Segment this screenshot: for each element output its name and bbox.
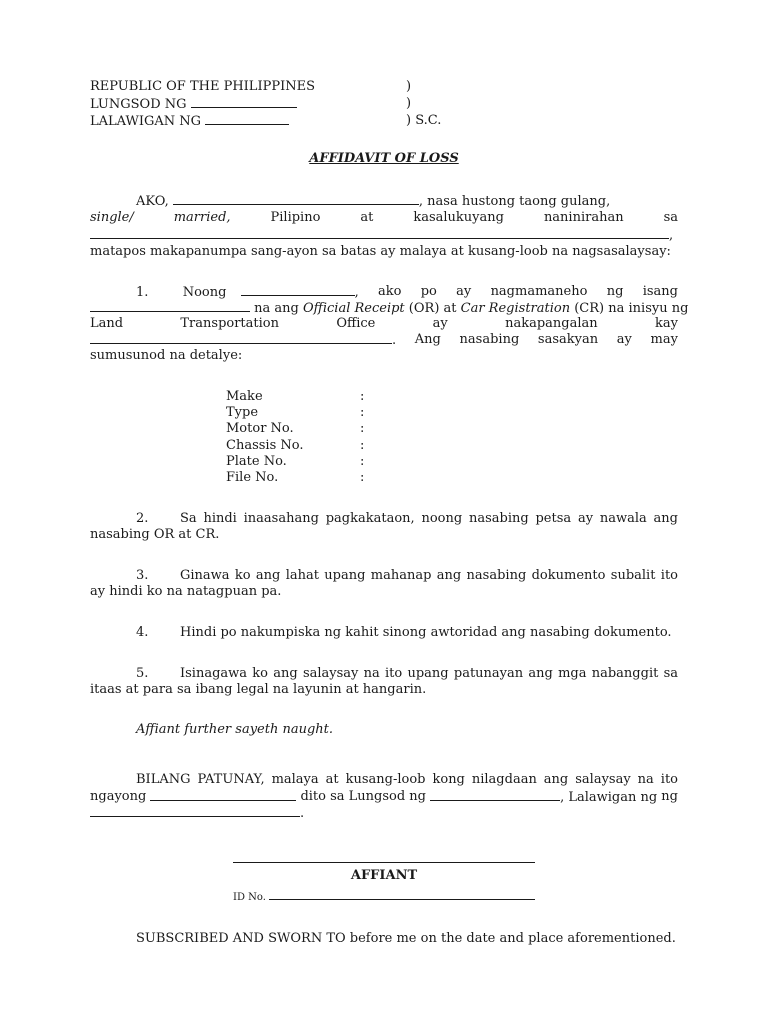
para1-cr-inisyu: (CR) na inisyu ng — [574, 301, 689, 316]
para3-line-2: ay hindi ko na natagpuan pa. — [90, 584, 282, 599]
para1-po: po — [420, 284, 437, 299]
intro-naninirahan: naninirahan — [543, 210, 624, 225]
bilang-lalawigan-blank[interactable] — [90, 804, 300, 817]
para1-nakapangalan: nakapangalan — [505, 316, 598, 331]
header-lungsod — [90, 95, 297, 113]
para1-or-at: (OR) at — [408, 301, 457, 316]
bilang-lungsod-blank[interactable] — [430, 788, 560, 801]
para1-office: Office — [336, 316, 376, 331]
para4-line-1: Hindi po nakumpiska ng kahit sinong awtoridad ang nasabing dokumento. — [180, 625, 672, 640]
para1-ang: Ang — [414, 332, 441, 347]
detail-motor-label: Motor No. — [226, 421, 294, 436]
para2-line-2: nasabing OR at CR. — [90, 527, 220, 542]
intro-line3-comma: , — [669, 228, 674, 243]
bilang-ngayong: ngayong — [90, 789, 147, 804]
header-lalawigan — [90, 112, 289, 130]
header-republic: REPUBLIC OF THE PHILIPPINES — [90, 79, 315, 94]
intro-pilipino: Pilipino — [270, 210, 321, 225]
intro-kasalukuyang: kasalukuyang — [413, 210, 504, 225]
detail-type-colon: : — [360, 405, 365, 420]
id-no-label: ID No. — [233, 892, 266, 903]
para3-number: 3. — [136, 568, 149, 583]
vehicle-blank[interactable] — [90, 299, 250, 312]
affiant-label: AFFIANT — [350, 868, 418, 883]
para2-line-1: Sa hindi inaasahang pagkakataon, noong nasabing petsa ay nawala ang — [180, 511, 678, 526]
lungsod-blank[interactable] — [191, 95, 297, 108]
para1-period: . — [392, 333, 397, 348]
para1-number: 1. — [136, 285, 149, 300]
bilang-lalawigan: , Lalawigan ng — [560, 790, 658, 805]
para2-number: 2. — [136, 511, 149, 526]
para1-noong: Noong — [182, 285, 227, 300]
para1-land: Land — [90, 316, 124, 331]
para1-may: may — [650, 332, 678, 347]
para5-line-1: Isinagawa ko ang salaysay na ito upang patunayan ang mga nabanggit sa — [180, 666, 678, 681]
para1-kay: kay — [654, 316, 678, 331]
para1-ako: ako — [377, 284, 402, 299]
car-registration-term: Car Registration — [460, 301, 571, 316]
intro-line-3 — [90, 226, 673, 244]
id-no-row — [233, 889, 535, 906]
detail-make-label: Make — [226, 389, 263, 404]
id-no-blank[interactable] — [269, 889, 535, 900]
intro-line-1 — [90, 192, 678, 210]
para1-transportation: Transportation — [180, 316, 279, 331]
detail-plate-label: Plate No. — [226, 454, 287, 469]
detail-make-colon: : — [360, 389, 365, 404]
para5-line-2: itaas at para sa ibang legal na layunin at hangarin. — [90, 682, 427, 697]
intro-line-2 — [90, 209, 678, 226]
single-option: single/ — [90, 210, 134, 225]
ngayong-date-blank[interactable] — [150, 788, 296, 801]
date-blank[interactable] — [241, 283, 355, 296]
header-paren-1: ) — [406, 79, 412, 94]
intro-at: at — [360, 210, 374, 225]
affiant-further-text: Affiant further sayeth naught. — [136, 722, 334, 737]
detail-chassis-label: Chassis No. — [226, 438, 304, 453]
address-blank[interactable] — [90, 226, 669, 239]
bilang-ng: ng — [661, 789, 678, 804]
para1-sasakyan: sasakyan — [537, 332, 599, 347]
para1-ay-3: ay — [616, 332, 632, 347]
para1-isang: isang — [642, 284, 678, 299]
intro-line-4: matapos makapanumpa sang-ayon sa batas ay malaya at kusang-loob na nagsasalaysay: — [90, 244, 671, 259]
official-receipt-term: Official Receipt — [302, 301, 405, 316]
detail-motor-colon: : — [360, 421, 365, 436]
document-title: AFFIDAVIT OF LOSS — [309, 151, 459, 166]
bilang-line-1: BILANG PATUNAY, malaya at kusang-loob kong nilagdaan ang salaysay na ito — [136, 772, 678, 787]
para1-ay: ay — [456, 284, 472, 299]
ako-text: AKO, — [136, 194, 169, 209]
bilang-end-period: . — [300, 806, 305, 821]
header-paren-2: ) — [406, 96, 412, 111]
para1-na-ang: na ang — [254, 301, 299, 316]
intro-ako — [90, 192, 610, 210]
married-option: married, — [173, 210, 231, 225]
detail-chassis-colon: : — [360, 438, 365, 453]
detail-file-colon: : — [360, 470, 365, 485]
intro-sa: sa — [663, 210, 678, 225]
para4-number: 4. — [136, 625, 149, 640]
lalawigan-blank[interactable] — [205, 112, 289, 125]
para1-comma: , — [354, 285, 359, 300]
bilang-lungsod-wrap — [430, 788, 657, 806]
para1-line-3 — [90, 315, 678, 332]
subscribed-text: SUBSCRIBED AND SWORN TO before me on the date and place aforementioned. — [136, 931, 676, 946]
intro-after-name: , nasa hustong taong gulang, — [418, 194, 611, 209]
affiant-signature-line[interactable] — [233, 862, 535, 863]
para1-line-5: sumusunod na detalye: — [90, 348, 243, 363]
para1-nagmamaneho: nagmamaneho — [490, 284, 588, 299]
para1-nasabing: nasabing — [459, 332, 520, 347]
para5-number: 5. — [136, 666, 149, 681]
header-lalawigan-label: LALAWIGAN NG — [90, 114, 202, 129]
para3-line-1: Ginawa ko ang lahat upang mahanap ang nasabing dokumento subalit ito — [180, 568, 678, 583]
para1-ay-2: ay — [432, 316, 448, 331]
para1-ng: ng — [606, 284, 624, 299]
header-paren-3: ) S.C. — [406, 113, 442, 128]
bilang-line-3 — [90, 804, 304, 822]
detail-type-label: Type — [226, 405, 259, 420]
detail-file-label: File No. — [226, 470, 279, 485]
owner-blank[interactable] — [90, 331, 392, 344]
detail-plate-colon: : — [360, 454, 365, 469]
bilang-dito: dito sa Lungsod ng — [300, 789, 427, 804]
header-lungsod-label: LUNGSOD NG — [90, 97, 187, 112]
name-blank[interactable] — [173, 192, 419, 205]
